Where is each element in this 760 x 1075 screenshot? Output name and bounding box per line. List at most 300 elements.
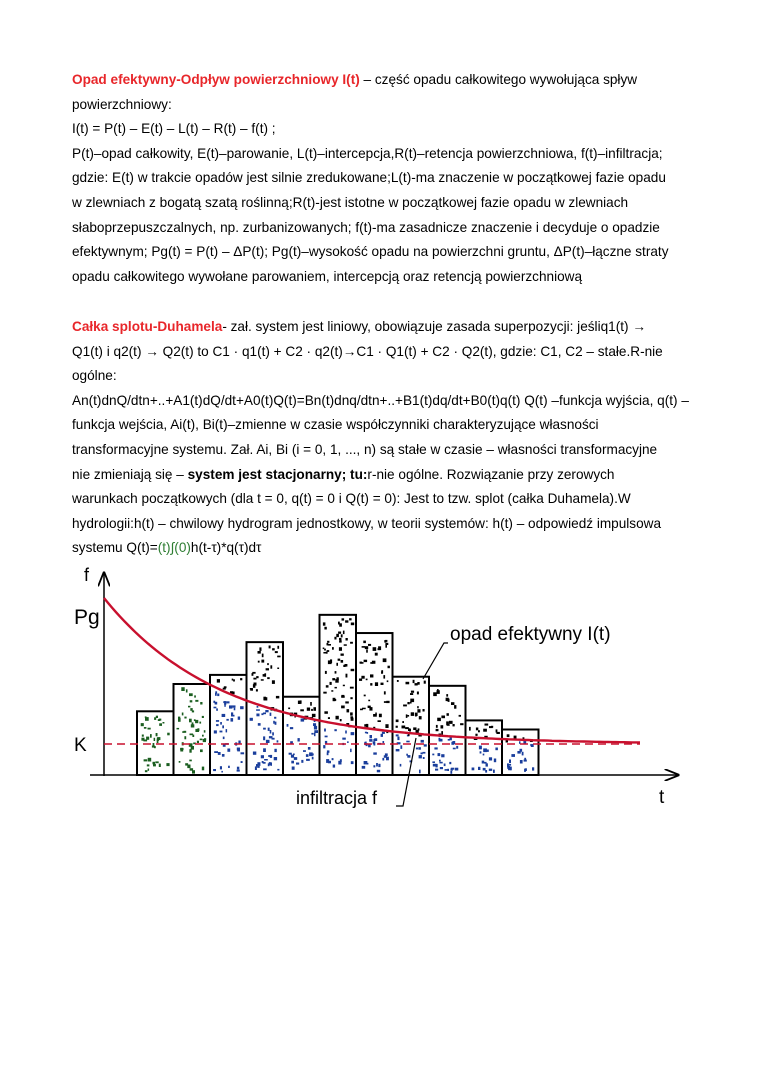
rain-particle <box>475 734 477 736</box>
integral-upper-limit: (t) <box>157 540 171 556</box>
rain-particle <box>383 675 385 679</box>
section2-line5: transformacyjne systemu. Zał. Ai, Bi (i = 0, 1, ..., n) są stałe w czasie – własności transformacyjne <box>72 441 658 457</box>
rain-particle <box>378 764 380 767</box>
rain-particle <box>341 654 344 656</box>
rain-particle <box>419 716 422 719</box>
rain-particle <box>381 734 383 737</box>
rain-particle <box>324 711 328 714</box>
rain-particle <box>256 689 258 691</box>
rain-particle <box>453 724 455 726</box>
rain-particle <box>449 721 453 724</box>
rain-particle <box>263 762 266 764</box>
rain-particle <box>421 753 423 755</box>
rain-particle <box>335 671 337 674</box>
rain-particle <box>406 682 410 685</box>
rain-particle <box>296 763 299 765</box>
rain-particle <box>268 728 270 731</box>
rain-particle <box>335 687 337 689</box>
rain-particle <box>367 763 369 765</box>
rain-particle <box>266 740 270 743</box>
rain-particle <box>364 695 366 697</box>
rain-particle <box>234 708 236 711</box>
section1-line5: w zlewniach z bogatą szatą roślinną;R(t)-jest istotne w początkowej fazie opadu w zlewniach <box>72 194 629 210</box>
rain-particle <box>350 749 352 752</box>
rain-particle <box>291 755 294 758</box>
rain-particle <box>147 764 150 766</box>
rain-particle <box>350 642 353 644</box>
rain-particle <box>345 620 348 622</box>
rain-particle <box>223 701 225 703</box>
section2-line8: hydrologii:h(t) – chwilowy hydrogram jednostkowy, w teorii systemów: h(t) – odpowiedź impulsowa <box>72 515 662 531</box>
rain-particle <box>370 683 372 686</box>
rain-particle <box>257 706 259 708</box>
rain-particle <box>301 760 303 763</box>
rain-particle <box>301 719 305 722</box>
rain-particle <box>459 715 461 717</box>
rain-particle <box>368 745 371 748</box>
rain-particle <box>264 673 266 677</box>
rain-particle <box>447 769 449 771</box>
effective-rain-leader <box>423 643 448 679</box>
rain-particle <box>269 646 271 649</box>
rain-particle <box>311 709 313 711</box>
rain-particle <box>432 754 434 756</box>
rain-particle <box>229 705 232 708</box>
rain-particle <box>159 723 162 726</box>
rain-particle <box>269 736 273 738</box>
rain-particle <box>217 679 220 683</box>
section2-line9d: h(t-τ)*q(τ)dτ <box>190 540 262 556</box>
rain-particle <box>221 771 223 773</box>
rain-particle <box>350 687 354 689</box>
rain-particle <box>213 769 216 771</box>
rain-particle <box>324 649 326 651</box>
rain-particle <box>441 725 444 728</box>
rain-particle <box>524 760 527 762</box>
rain-particle <box>418 747 421 750</box>
rain-particle <box>423 752 426 754</box>
rain-particle <box>323 648 325 650</box>
rain-particle <box>326 759 329 763</box>
rain-particle <box>307 708 310 711</box>
rain-particle <box>369 739 372 742</box>
rain-particle <box>226 701 229 703</box>
rain-particle <box>256 714 259 717</box>
rain-particle <box>373 765 375 767</box>
rain-particle <box>186 689 188 692</box>
rain-particle <box>417 706 419 708</box>
rain-particle <box>272 680 275 684</box>
rain-particle <box>189 719 192 723</box>
rain-particle <box>323 692 326 694</box>
rain-particle <box>491 726 493 728</box>
rain-particle <box>419 755 422 758</box>
rain-particle <box>332 758 334 760</box>
rain-particle <box>257 762 260 766</box>
rain-particle <box>377 770 380 773</box>
rain-particle <box>436 764 438 768</box>
rain-particle <box>460 723 463 725</box>
section2-line6c: r-nie ogólne. Rozwiązanie przy zerowych <box>367 466 615 482</box>
rain-particle <box>192 735 194 737</box>
rain-particle <box>439 762 442 764</box>
rain-particle <box>256 676 258 678</box>
rain-particle <box>454 705 456 709</box>
rain-particle <box>323 622 326 625</box>
rain-particle <box>233 679 235 681</box>
rain-particle <box>437 689 439 692</box>
rain-particle <box>306 759 310 761</box>
section2-title: Całka splotu-Duhamela <box>72 319 223 334</box>
rain-particle <box>263 768 267 770</box>
section2-line7: warunkach początkowych (dla t = 0, q(t) = 0 i Q(t) = 0): Jest to tzw. splot (całka Duhamela).W <box>72 491 631 507</box>
rain-particle <box>237 748 240 751</box>
rain-particle <box>486 763 488 766</box>
rain-particle <box>347 709 350 712</box>
y-axis-label: f <box>84 565 90 585</box>
rain-particle <box>347 741 349 743</box>
rain-particle <box>411 712 414 716</box>
rain-particle <box>200 702 202 705</box>
rain-particle <box>226 729 228 732</box>
rain-particle <box>333 765 335 768</box>
rain-particle <box>220 722 222 725</box>
rain-particle <box>396 726 398 728</box>
rain-particle <box>327 641 329 643</box>
rain-particle <box>339 623 342 626</box>
rain-particle <box>218 752 221 755</box>
rain-particle <box>486 750 489 752</box>
rain-particle <box>441 731 443 735</box>
rain-particle <box>510 767 512 771</box>
rain-particle <box>383 658 387 662</box>
rain-particle <box>370 674 373 677</box>
rain-particle <box>402 721 404 723</box>
rain-particle <box>202 716 204 718</box>
rain-particle <box>277 646 279 649</box>
rain-particle <box>362 766 366 769</box>
rain-particle <box>388 666 390 669</box>
rain-particle <box>215 693 217 696</box>
rain-particle <box>340 719 342 721</box>
rain-particle <box>469 727 471 731</box>
rain-particle <box>197 741 199 743</box>
rain-bar <box>393 677 430 775</box>
rain-particle <box>375 713 377 715</box>
rain-particle <box>396 749 400 751</box>
rain-particle <box>180 748 183 752</box>
rain-particle <box>253 752 256 755</box>
rain-particle <box>436 725 438 728</box>
rain-particle <box>217 694 219 697</box>
rain-particle <box>525 768 527 771</box>
rain-particle <box>192 770 195 773</box>
rain-particle <box>363 641 366 644</box>
rain-particle <box>384 691 386 694</box>
rain-particle <box>520 760 523 764</box>
rain-particle <box>455 768 459 771</box>
rain-particle <box>268 755 270 757</box>
section2-line2: Q1(t) i q2(t) → Q2(t) to C1 · q1(t) + C2 · q2(t)→C1 · Q1(t) + C2 · Q2(t), gdzie: C1, C2 – stałe.R-nie ogólne: <box>72 343 663 384</box>
rain-particle <box>489 757 492 760</box>
rain-particle <box>449 762 451 764</box>
rain-particle <box>450 771 452 774</box>
rain-particle <box>406 754 408 756</box>
rain-particle <box>440 767 443 769</box>
rain-particle <box>344 644 347 646</box>
rain-particle <box>261 660 264 663</box>
rain-particle <box>373 739 375 741</box>
rain-particle <box>216 708 218 710</box>
rain-particle <box>434 747 437 749</box>
rain-particle <box>341 660 344 663</box>
rain-particle <box>141 738 144 741</box>
rain-particle <box>313 723 316 726</box>
rain-particle <box>350 697 352 699</box>
rain-particle <box>421 740 424 743</box>
rain-particle <box>396 734 399 736</box>
rain-particle <box>351 732 355 735</box>
rain-particle <box>223 688 226 690</box>
rain-particle <box>402 726 406 729</box>
rain-particle <box>437 718 441 721</box>
rain-particle <box>214 730 217 733</box>
rain-particle <box>312 714 316 717</box>
rain-particle <box>265 710 268 712</box>
rain-particle <box>220 766 222 769</box>
rain-particle <box>276 696 279 699</box>
rain-particle <box>238 717 240 720</box>
rain-particle <box>214 707 217 709</box>
rain-particle <box>435 769 438 771</box>
k-label: K <box>74 735 87 756</box>
rain-particle <box>350 712 353 715</box>
rain-particle <box>189 749 191 753</box>
rain-particle <box>345 731 347 734</box>
rain-particle <box>379 714 382 718</box>
rain-particle <box>324 729 326 732</box>
rain-particle <box>343 685 345 687</box>
rain-particle <box>204 738 206 740</box>
section1-lead: – część opadu całkowitego wywołująca spływ powierzchniowy: <box>72 72 638 112</box>
rain-particle <box>451 702 454 705</box>
rain-particle <box>456 746 458 749</box>
rain-particle <box>263 748 266 752</box>
rain-particle <box>220 731 223 733</box>
rain-particle <box>351 623 354 626</box>
section2-line3: An(t)dnQ/dtn+..+A1(t)dQ/dt+A0(t)Q(t)=Bn(t)dnq/dtn+..+B1(t)dq/dt+B0(t)q(t) Q(t) –funkcja wyjścia, q(t) – <box>72 392 689 408</box>
rain-particle <box>327 650 330 652</box>
rain-particle <box>507 734 510 737</box>
rain-particle <box>177 728 180 730</box>
rain-particle <box>370 735 373 738</box>
rain-particle <box>350 716 353 718</box>
rain-particle <box>382 758 384 761</box>
rain-particle <box>190 708 192 711</box>
rain-particle <box>365 646 368 649</box>
rain-particle <box>270 713 272 716</box>
rain-particle <box>290 727 293 729</box>
rain-particle <box>495 748 498 751</box>
rain-particle <box>311 733 313 735</box>
rain-particle <box>337 677 339 680</box>
rain-particle <box>237 767 239 770</box>
rain-particle <box>200 739 203 741</box>
rain-particle <box>272 732 274 735</box>
rain-particle <box>520 749 523 752</box>
rain-particle <box>328 717 330 719</box>
rain-particle <box>436 729 439 731</box>
rain-particle <box>191 724 195 727</box>
rain-particle <box>204 730 206 732</box>
rain-particle <box>274 757 277 760</box>
rain-particle <box>400 745 402 749</box>
rain-particle <box>453 748 456 750</box>
rain-particle <box>413 727 416 730</box>
rain-particle <box>403 705 407 707</box>
rain-particle <box>266 668 269 670</box>
rain-particle <box>261 755 264 758</box>
section-calka-duhamela <box>72 315 692 561</box>
rain-particle <box>441 716 445 719</box>
rain-particle <box>258 651 261 654</box>
rain-particle <box>419 770 421 774</box>
rain-particle <box>446 694 448 697</box>
rain-particle <box>327 752 329 755</box>
rain-particle <box>323 652 327 654</box>
rain-particle <box>407 715 409 717</box>
rain-particle <box>261 713 263 715</box>
rain-particle <box>378 646 381 650</box>
section-opad-efektywny <box>72 68 692 289</box>
rain-particle <box>270 762 272 765</box>
rain-particle <box>300 700 302 703</box>
rain-particle <box>424 681 426 684</box>
rain-particle <box>343 631 345 635</box>
rain-particle <box>194 695 196 697</box>
rain-particle <box>289 753 292 755</box>
rain-particle <box>339 647 342 651</box>
rain-particle <box>360 662 363 664</box>
rain-particle <box>300 709 304 711</box>
rain-particle <box>231 718 234 722</box>
rain-particle <box>148 758 152 762</box>
rain-particle <box>346 674 348 678</box>
rain-particle <box>253 678 256 680</box>
rain-particle <box>336 634 339 637</box>
rain-particle <box>250 688 253 690</box>
rain-particle <box>263 674 265 677</box>
rain-particle <box>451 742 454 745</box>
rain-particle <box>485 724 489 726</box>
rain-particle <box>439 738 441 741</box>
rain-particle <box>313 707 316 711</box>
rain-particle <box>314 733 316 737</box>
rain-particle <box>378 720 381 722</box>
rain-particle <box>240 706 244 709</box>
section2-line6a: nie zmieniają się – <box>72 466 188 482</box>
rain-particle <box>154 717 156 720</box>
rain-particle <box>496 732 500 734</box>
rain-particle <box>257 766 260 768</box>
rain-particle <box>375 653 378 656</box>
rain-particle <box>314 730 318 733</box>
rain-particle <box>166 763 169 766</box>
rain-particle <box>342 738 346 740</box>
rain-particle <box>306 754 309 757</box>
section2-line1: - zał. system jest liniowy, obowiązuje zasada superpozycji: jeśliq1(t) → <box>222 319 646 334</box>
rain-particle <box>270 665 272 668</box>
rain-particle <box>438 753 441 756</box>
rain-particle <box>187 765 190 769</box>
rain-particle <box>145 770 148 772</box>
rain-particle <box>432 761 435 763</box>
rain-particle <box>182 713 184 716</box>
integral-lower-limit: ∫(0) <box>170 540 191 556</box>
rain-particle <box>255 766 257 770</box>
rain-particle <box>241 752 245 754</box>
rain-particle <box>273 721 275 724</box>
rain-particle <box>385 643 388 645</box>
rain-particle <box>339 641 342 643</box>
rain-particle <box>214 751 218 753</box>
rain-particle <box>367 732 369 734</box>
rain-particle <box>334 637 336 640</box>
rain-particle <box>417 709 420 712</box>
rain-particle <box>263 697 266 701</box>
rain-particle <box>184 736 186 739</box>
rain-particle <box>532 767 534 770</box>
rain-particle <box>189 693 193 696</box>
rain-particle <box>345 664 348 667</box>
rain-particle <box>396 720 399 723</box>
rain-particle <box>200 749 203 752</box>
rain-particle <box>159 764 161 767</box>
rain-particle <box>479 746 482 750</box>
rain-particle <box>154 738 156 741</box>
section1-line6: słaboprzepuszczalnych, np. zurbanizowanych; f(t)-ma zasadnicze znaczenie i decyduje o opadzie <box>72 219 660 235</box>
rain-particle <box>148 728 151 730</box>
rain-particle <box>277 740 279 742</box>
rain-particle <box>157 739 159 743</box>
rain-particle <box>202 767 204 771</box>
rain-particle <box>188 706 190 708</box>
rain-particle <box>338 659 341 661</box>
rain-particle <box>146 737 149 740</box>
rain-particle <box>381 683 384 685</box>
section1-formula: I(t) = P(t) – E(t) – L(t) – R(t) – f(t) ; <box>72 121 276 137</box>
rain-particle <box>494 759 496 763</box>
rain-particle <box>482 761 485 764</box>
rain-particle <box>194 719 196 721</box>
rain-particle <box>447 713 449 716</box>
section2-line4: funkcja wejścia, Ai(t), Bi(t)–zmienne w czasie współczynniki charakteryzujące własności <box>72 417 599 433</box>
rain-particle <box>312 753 314 755</box>
rain-particle <box>483 729 487 732</box>
rain-particle <box>332 678 335 680</box>
infiltration-chart <box>0 548 760 818</box>
rain-particle <box>189 760 192 762</box>
rain-particle <box>216 720 219 722</box>
rain-particle <box>341 706 345 709</box>
rain-particle <box>364 724 366 727</box>
rain-particle <box>277 769 279 771</box>
rain-particle <box>413 680 415 683</box>
rain-particle <box>254 683 257 686</box>
rain-particle <box>252 673 254 676</box>
rain-particle <box>478 767 480 770</box>
rain-particle <box>341 695 344 697</box>
